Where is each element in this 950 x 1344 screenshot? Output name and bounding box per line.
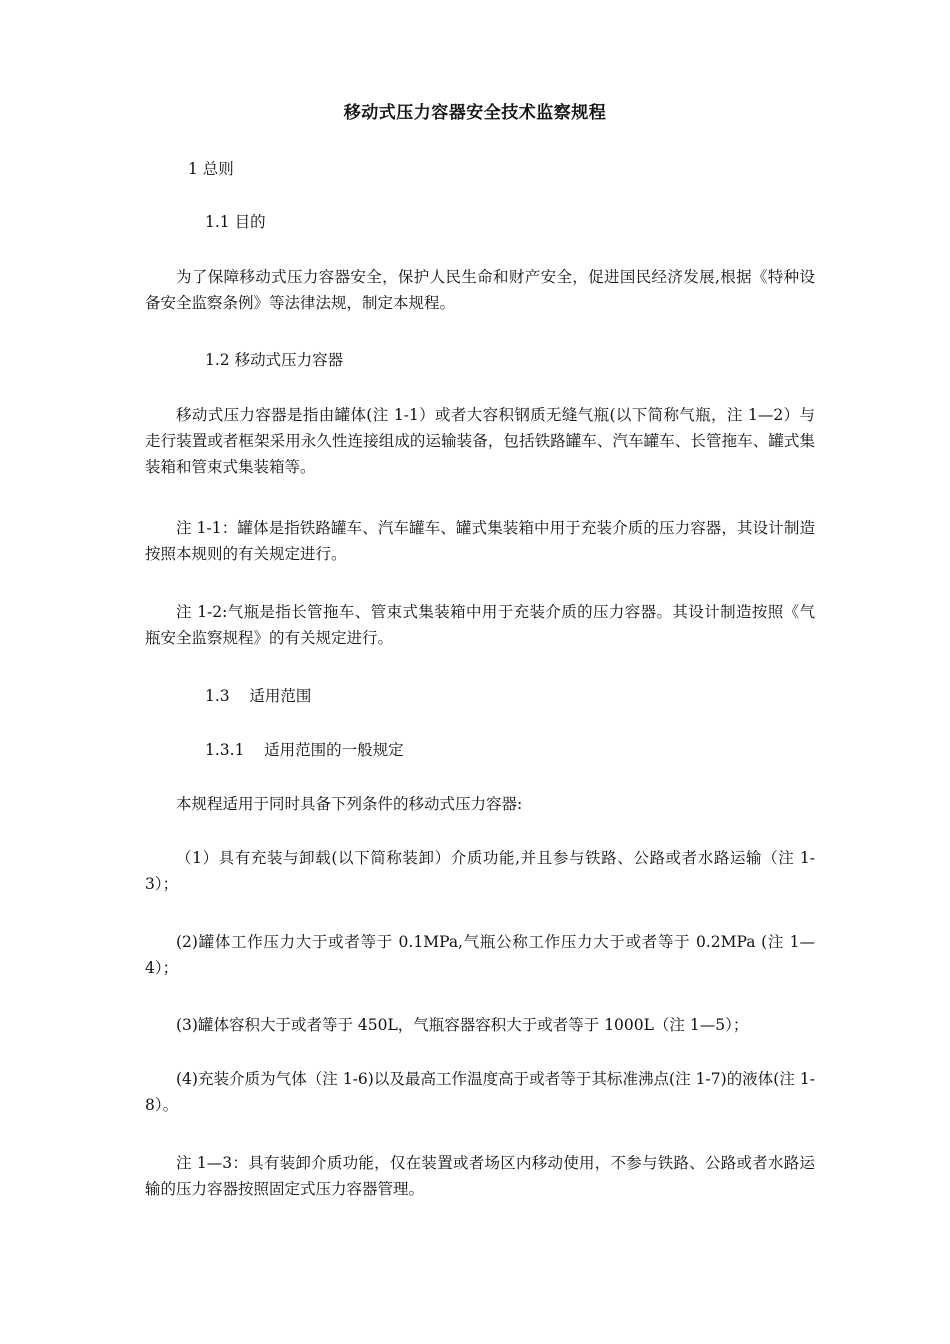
document-title: 移动式压力容器安全技术监察规程 — [343, 103, 607, 123]
note-1-1: 注 1-1：罐体是指铁路罐车、汽车罐车、罐式集装箱中用于充装介质的压力容器，其设计制造按照本规则的有关规定进行。 — [145, 519, 815, 563]
note-1-2: 注 1-2:气瓶是指长管拖车、管束式集装箱中用于充装介质的压力容器。其设计制造按照《气瓶安全监察规程》的有关规定进行。 — [145, 603, 815, 647]
condition-3: (3)罐体容积大于或者等于 450L，气瓶容器容积大于或者等于 1000L（注 1—5）； — [176, 1016, 749, 1034]
paragraph-purpose: 为了保障移动式压力容器安全，保护人民生命和财产安全，促进国民经济发展,根据《特种设备安全监察条例》等法律法规，制定本规程。 — [145, 268, 815, 312]
section-heading-purpose: 1.1 目的 — [205, 213, 266, 231]
section-heading-scope-general: 1.3.1 适用范围的一般规定 — [205, 741, 404, 759]
condition-1: （1）具有充装与卸载(以下简称装卸）介质功能,并且参与铁路、公路或者水路运输（注 1-3）； — [145, 849, 815, 893]
note-1-3: 注 1—3：具有装卸介质功能，仅在装置或者场区内移动使用，不参与铁路、公路或者水路运输的压力容器按照固定式压力容器管理。 — [145, 1154, 815, 1198]
section-heading-scope: 1.3 适用范围 — [205, 687, 312, 705]
section-heading-general: 1 总则 — [188, 160, 234, 178]
paragraph-definition: 移动式压力容器是指由罐体(注 1-1）或者大容积钢质无缝气瓶(以下简称气瓶，注 1—2）与走行装置或者框架采用永久性连接组成的运输装备，包括铁路罐车、汽车罐车、长管拖车、罐式集装箱和管束式集装箱等。 — [145, 406, 815, 476]
section-heading-mobile-pressure-vessel: 1.2 移动式压力容器 — [205, 351, 344, 369]
condition-4: (4)充装介质为气体（注 1-6)以及最高工作温度高于或者等于其标准沸点(注 1-7)的液体(注 1-8）。 — [145, 1070, 815, 1114]
paragraph-scope-intro: 本规程适用于同时具备下列条件的移动式压力容器: — [176, 795, 523, 813]
condition-2: (2)罐体工作压力大于或者等于 0.1MPa,气瓶公称工作压力大于或者等于 0.2MPa (注 1—4）； — [145, 933, 815, 977]
